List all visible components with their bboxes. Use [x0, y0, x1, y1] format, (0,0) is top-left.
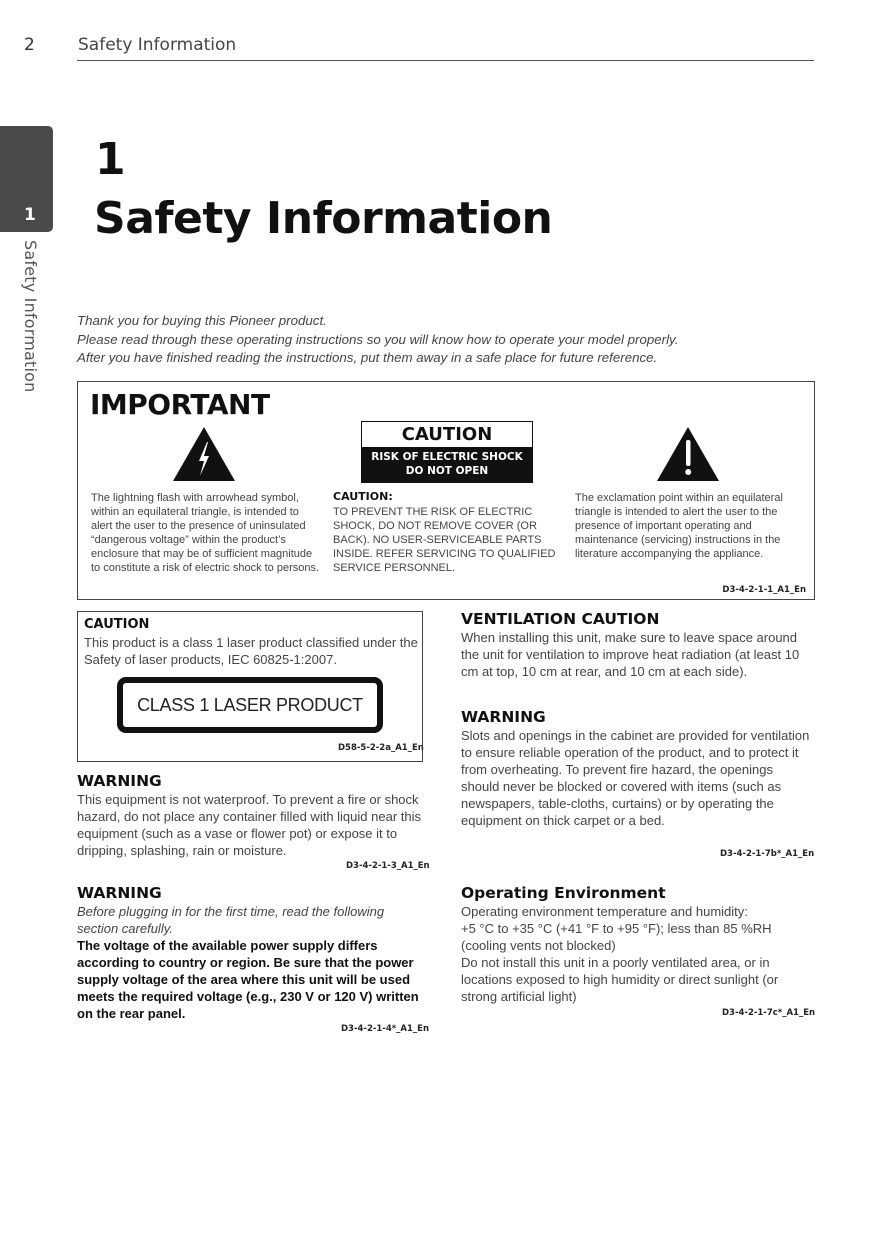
- intro-text: [77, 312, 678, 368]
- header-rule: [77, 60, 814, 61]
- caution-heading: CAUTION:: [333, 490, 393, 503]
- document-code: D3-4-2-1-3_A1_En: [346, 861, 430, 871]
- intro-line: Please read through these operating instructions so you will know how to operate your model properly.: [77, 331, 679, 347]
- laser-caution-text: This product is a class 1 laser product classified under the Safety of laser products, IEC 60825-1:2007.: [84, 635, 418, 667]
- running-header-title: Safety Information: [78, 35, 237, 55]
- warning-heading: WARNING: [461, 708, 546, 726]
- caution-label-line: RISK OF ELECTRIC SHOCK: [371, 451, 523, 463]
- chapter-tab-number: 1: [24, 205, 36, 225]
- caution-description: TO PREVENT THE RISK OF ELECTRIC SHOCK, DO NOT REMOVE COVER (OR BACK). NO USER-SERVICEABLE PARTS INSIDE. REFER SERVICING TO QUALIFIED SERVICE PERSONNEL.: [333, 506, 556, 574]
- exclamation-triangle-icon: [656, 426, 720, 482]
- intro-line: After you have finished reading the instructions, put them away in a safe place for future reference.: [77, 350, 658, 365]
- document-code: D3-4-2-1-7b*_A1_En: [720, 849, 815, 859]
- environment-line: +5 °C to +35 °C (+41 °F to +95 °F); less than 85 %RH (cooling vents not blocked): [461, 921, 772, 953]
- lightning-triangle-icon: [172, 426, 236, 482]
- laser-caution-heading: CAUTION: [84, 617, 150, 632]
- environment-line: Do not install this unit in a poorly ventilated area, or in locations exposed to high humidity or direct sunlight (or strong artificial light): [461, 955, 779, 1004]
- chapter-title: Safety Information: [94, 193, 553, 244]
- intro-line: Thank you for buying this Pioneer product.: [77, 313, 327, 328]
- caution-label-title: CAUTION: [401, 424, 493, 445]
- warning-bold-text: The voltage of the available power supply differs according to country or region. Be sure that the power supply voltage of the area where this unit will be used meets the required voltage (e.g., 230 V or 120 V) written on the rear panel.: [77, 938, 419, 1021]
- important-title: IMPORTANT: [90, 388, 270, 421]
- warning-italic-text: Before plugging in for the first time, read the following section carefully.: [77, 904, 385, 936]
- warning-text: Slots and openings in the cabinet are provided for ventilation to ensure reliable operation of the product, and to protect it from overheating. To prevent fire hazard, the openings should never be blocked or covered with items (such as newspapers, table-cloths, curtains) or by operating the equipment on thick carpet or a bed.: [461, 728, 810, 828]
- caution-label-warning: [362, 447, 532, 482]
- exclamation-description: The exclamation point within an equilateral triangle is intended to alert the user to the presence of important operating and maintenance (servicing) instructions in the literature accompanying the appliance.: [575, 492, 783, 560]
- chapter-tab-label: Safety Information: [21, 240, 40, 393]
- chapter-number: 1: [95, 134, 126, 185]
- ventilation-heading: VENTILATION CAUTION: [461, 610, 660, 628]
- class1-laser-label: CLASS 1 LASER PRODUCT: [117, 677, 383, 733]
- caution-label-line: DO NOT OPEN: [405, 465, 489, 477]
- document-code: D3-4-2-1-4*_A1_En: [341, 1024, 430, 1034]
- environment-heading: Operating Environment: [461, 884, 666, 902]
- environment-line: Operating environment temperature and humidity:: [461, 904, 748, 919]
- environment-text: [461, 903, 811, 1005]
- document-code: D58-5-2-2a_A1_En: [338, 743, 424, 753]
- lightning-description: The lightning flash with arrowhead symbol, within an equilateral triangle, is intended to alert the user to the presence of uninsulated “dangerous voltage” within the product’s enclosure that may be of sufficient magnitude to constitute a risk of electric shock to persons.: [91, 492, 320, 574]
- warning-heading: WARNING: [77, 884, 162, 902]
- warning-text: This equipment is not waterproof. To prevent a fire or shock hazard, do not place any container filled with liquid near this equipment (such as a vase or flower pot) or expose it to dripping, splashing, rain or moisture.: [77, 792, 421, 858]
- document-code: D3-4-2-1-1_A1_En: [722, 585, 806, 595]
- warning-heading: WARNING: [77, 772, 162, 790]
- page-number: 2: [24, 35, 35, 55]
- ventilation-text: When installing this unit, make sure to leave space around the unit for ventilation to improve heat radiation (at least 10 cm at top, 10 cm at rear, and 10 cm at each side).: [461, 630, 800, 679]
- caution-shock-label: [361, 421, 533, 483]
- document-code: D3-4-2-1-7c*_A1_En: [722, 1008, 816, 1018]
